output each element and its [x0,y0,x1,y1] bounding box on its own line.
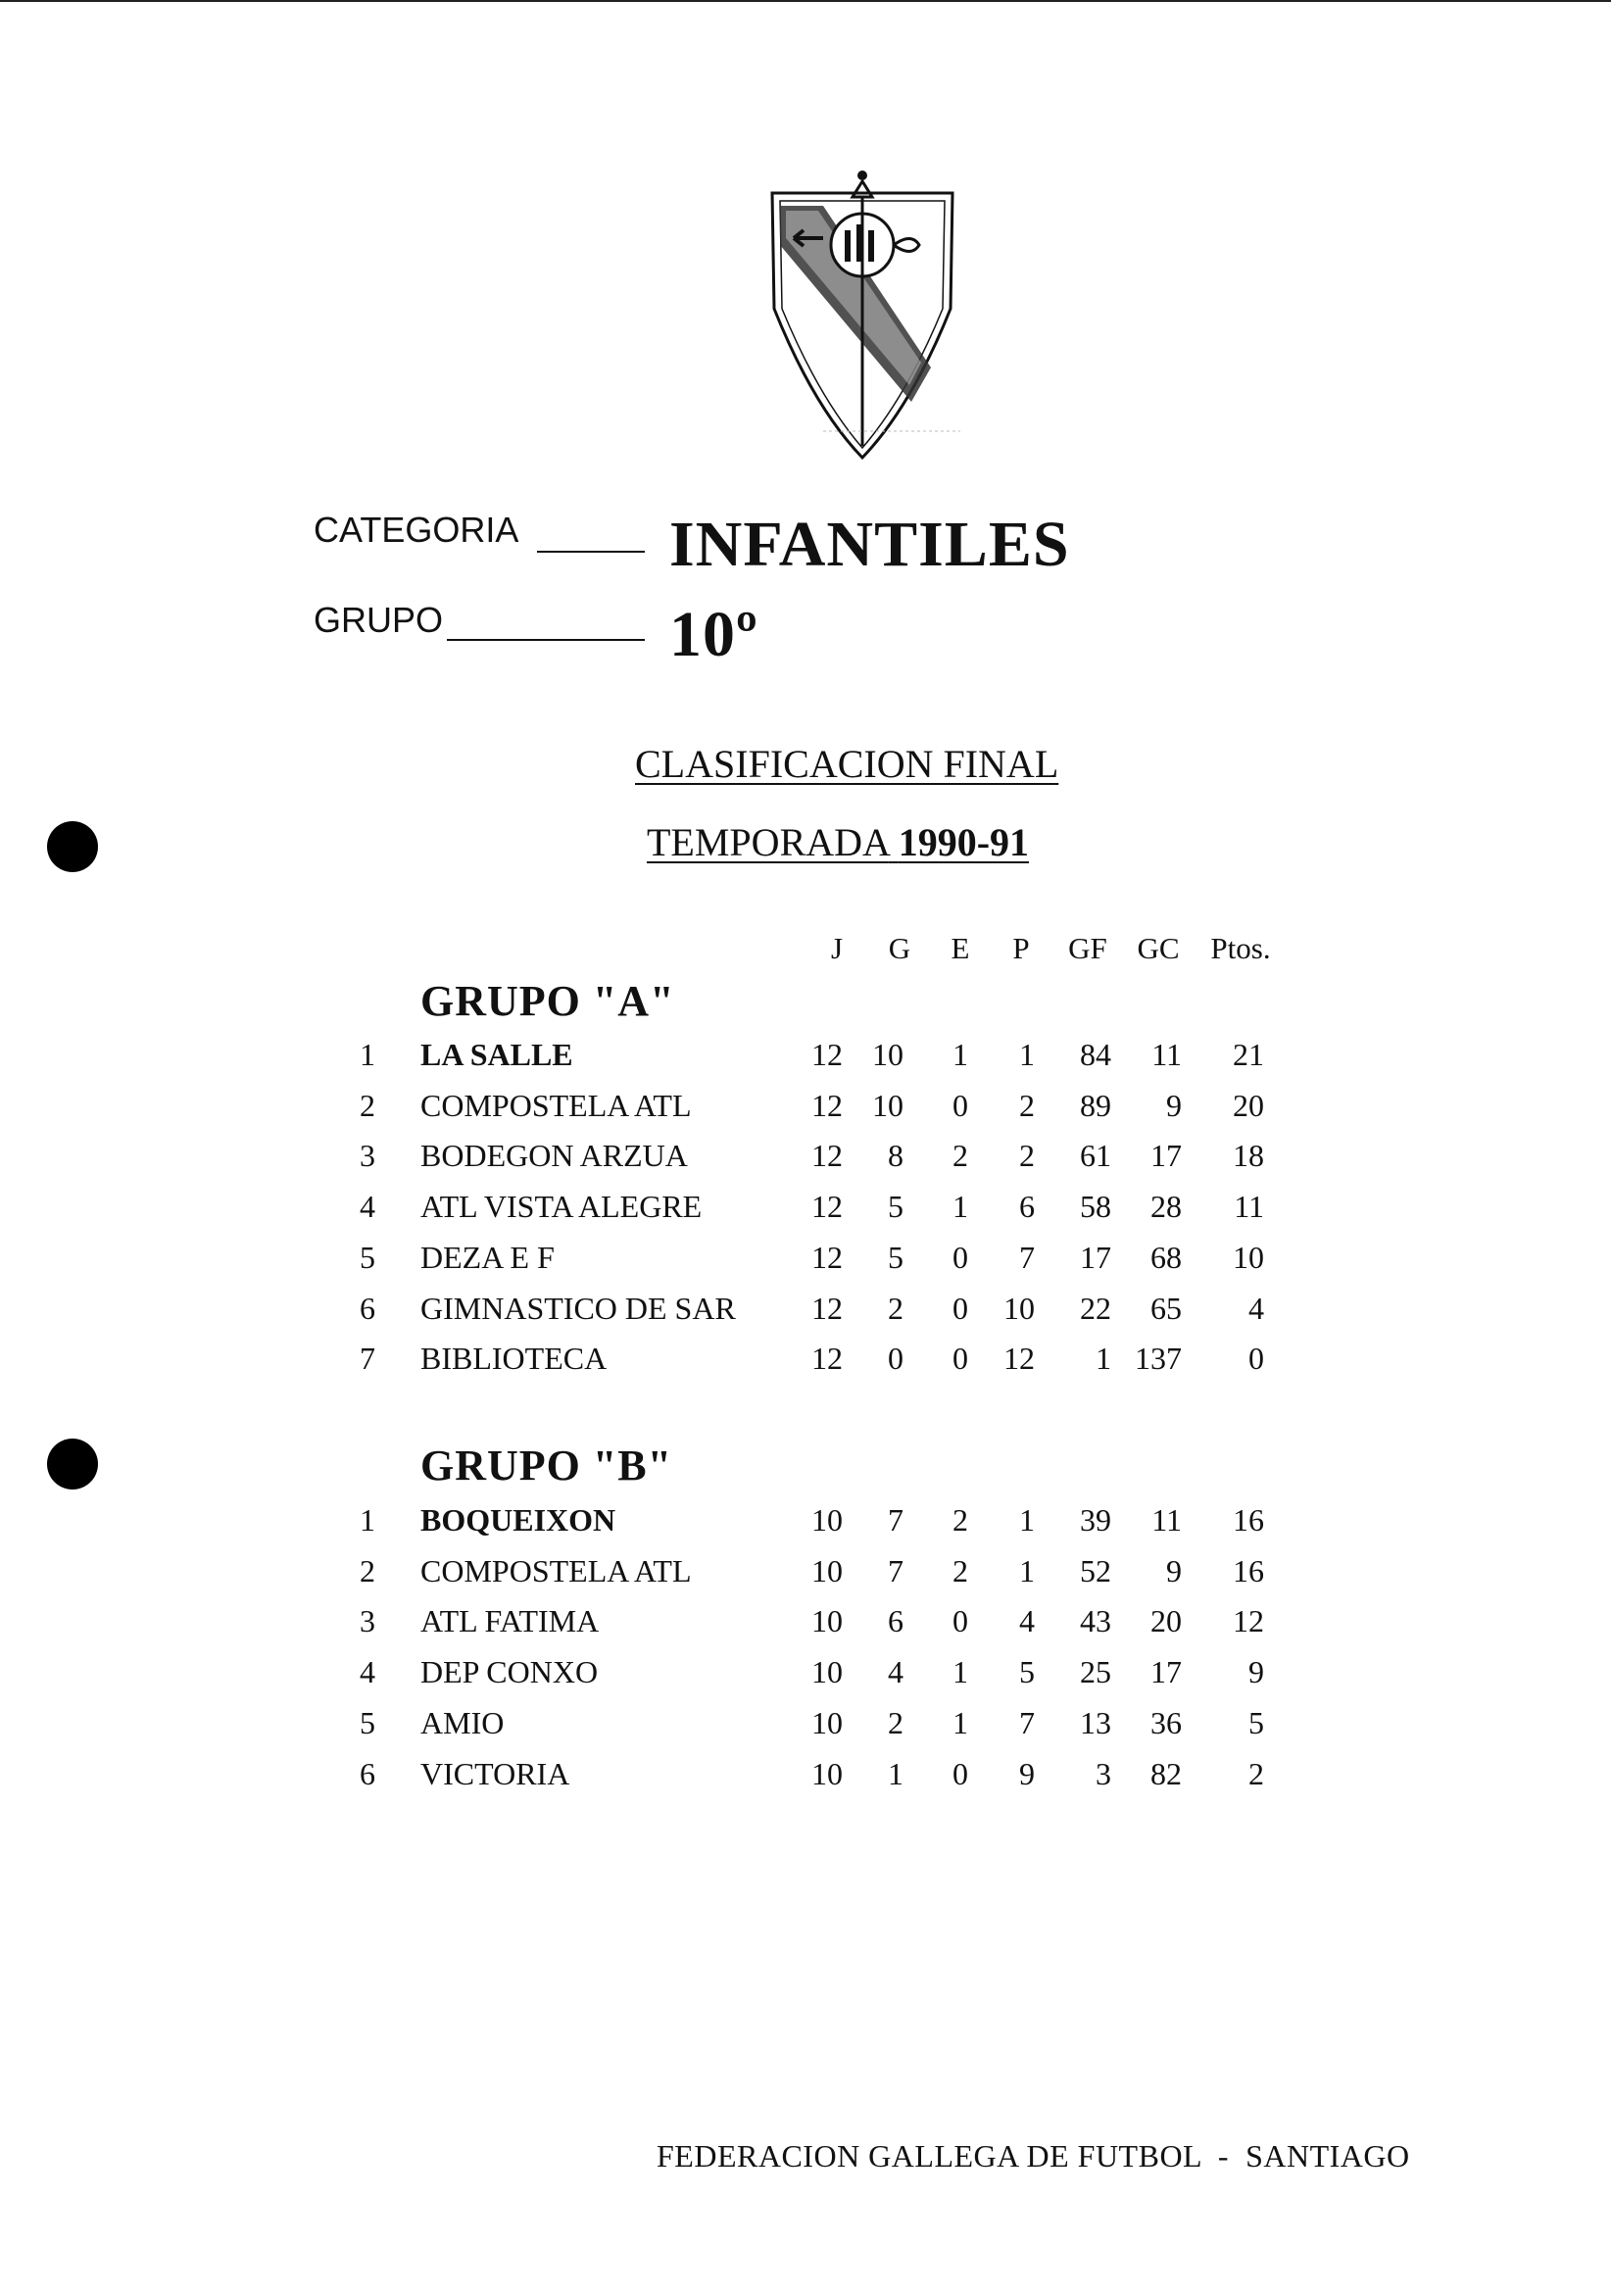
played-cell: 12 [811,1087,843,1123]
column-header-g: G [888,931,911,965]
team-name-cell: LA SALLE [420,1037,573,1072]
lost-cell: 5 [1019,1654,1035,1690]
group-label: GRUPO [314,600,444,640]
position-cell: 1 [360,1037,375,1072]
goals-against-cell: 65 [1150,1290,1182,1326]
lost-cell: 1 [1019,1552,1035,1588]
played-cell: 12 [811,1341,843,1377]
goals-for-cell: 3 [1096,1755,1111,1791]
lost-cell: 9 [1019,1755,1035,1791]
position-cell: 5 [360,1704,375,1740]
goals-for-cell: 52 [1080,1552,1111,1588]
group-value: 10º [669,599,758,670]
lost-cell: 12 [1003,1341,1035,1377]
lost-cell: 4 [1019,1603,1035,1639]
team-name-cell: DEP CONXO [420,1654,599,1690]
position-cell: 2 [360,1552,375,1588]
drawn-cell: 2 [952,1502,968,1538]
team-name-cell: BODEGON ARZUA [420,1138,688,1174]
category-value: INFANTILES [669,509,1070,580]
goals-for-cell: 25 [1080,1654,1111,1690]
table-row [0,1088,1611,1137]
lost-cell: 1 [1019,1502,1035,1538]
played-cell: 10 [811,1603,843,1639]
top-border-line [0,0,1611,2]
position-cell: 2 [360,1087,375,1123]
points-cell: 0 [1248,1341,1264,1377]
lost-cell: 10 [1003,1290,1035,1326]
drawn-cell: 2 [952,1138,968,1174]
table-row [0,1341,1611,1390]
played-cell: 12 [811,1189,843,1225]
group-underline [447,639,645,641]
points-cell: 2 [1248,1755,1264,1791]
position-cell: 6 [360,1290,375,1326]
table-row [0,1756,1611,1805]
goals-against-cell: 9 [1166,1087,1182,1123]
goals-against-cell: 28 [1150,1189,1182,1225]
table-row [0,1705,1611,1754]
column-header-gc: GC [1137,931,1180,965]
position-cell: 3 [360,1138,375,1174]
position-cell: 1 [360,1502,375,1538]
federation-crest-logo [764,162,960,465]
team-name-cell: ATL FATIMA [420,1603,600,1639]
binder-hole-bottom [47,1439,98,1490]
team-name-cell: ATL VISTA ALEGRE [420,1189,703,1225]
goals-against-cell: 137 [1135,1341,1182,1377]
played-cell: 10 [811,1755,843,1791]
goals-against-cell: 82 [1150,1755,1182,1791]
table-row [0,1654,1611,1703]
category-underline [537,551,645,553]
drawn-cell: 1 [952,1189,968,1225]
won-cell: 10 [872,1087,903,1123]
points-cell: 11 [1234,1189,1264,1225]
won-cell: 5 [888,1239,903,1275]
goals-for-cell: 89 [1080,1087,1111,1123]
points-cell: 4 [1248,1290,1264,1326]
points-cell: 16 [1233,1552,1264,1588]
classification-title: CLASIFICACION FINAL [635,742,1059,786]
table-row [0,1240,1611,1289]
goals-for-cell: 84 [1080,1037,1111,1072]
played-cell: 12 [811,1290,843,1326]
season-value: 1990-91 [898,820,1030,864]
drawn-cell: 0 [952,1755,968,1791]
group-a-title: GRUPO "A" [420,977,675,1025]
team-name-cell: BIBLIOTECA [420,1341,608,1377]
table-row [0,1189,1611,1238]
table-row [0,1603,1611,1652]
group-b-title: GRUPO "B" [420,1441,673,1490]
lost-cell: 2 [1019,1087,1035,1123]
played-cell: 10 [811,1704,843,1740]
lost-cell: 6 [1019,1189,1035,1225]
won-cell: 8 [888,1138,903,1174]
team-name-cell: GIMNASTICO DE SAR [420,1290,736,1326]
binder-hole-top [47,821,98,872]
points-cell: 5 [1248,1704,1264,1740]
position-cell: 3 [360,1603,375,1639]
goals-for-cell: 58 [1080,1189,1111,1225]
lost-cell: 7 [1019,1704,1035,1740]
drawn-cell: 0 [952,1087,968,1123]
drawn-cell: 0 [952,1290,968,1326]
team-name-cell: COMPOSTELA ATL [420,1552,692,1588]
position-cell: 4 [360,1654,375,1690]
played-cell: 12 [811,1239,843,1275]
season-line [647,819,1029,865]
table-row [0,1037,1611,1086]
drawn-cell: 1 [952,1654,968,1690]
won-cell: 7 [888,1502,903,1538]
played-cell: 10 [811,1552,843,1588]
team-name-cell: BOQUEIXON [420,1502,616,1538]
goals-against-cell: 36 [1150,1704,1182,1740]
goals-for-cell: 22 [1080,1290,1111,1326]
won-cell: 0 [888,1341,903,1377]
goals-for-cell: 13 [1080,1704,1111,1740]
points-cell: 10 [1233,1239,1264,1275]
season-label: TEMPORADA [647,820,889,864]
table-row [0,1502,1611,1551]
drawn-cell: 0 [952,1603,968,1639]
team-name-cell: VICTORIA [420,1755,570,1791]
table-row [0,1291,1611,1340]
played-cell: 12 [811,1138,843,1174]
played-cell: 10 [811,1654,843,1690]
won-cell: 4 [888,1654,903,1690]
won-cell: 7 [888,1552,903,1588]
played-cell: 10 [811,1502,843,1538]
goals-against-cell: 11 [1151,1502,1182,1538]
goals-against-cell: 17 [1150,1138,1182,1174]
position-cell: 5 [360,1239,375,1275]
category-label: CATEGORIA [314,510,519,550]
drawn-cell: 2 [952,1552,968,1588]
points-cell: 21 [1233,1037,1264,1072]
lost-cell: 1 [1019,1037,1035,1072]
goals-against-cell: 11 [1151,1037,1182,1072]
points-cell: 12 [1233,1603,1264,1639]
column-header-p: P [1012,931,1030,965]
drawn-cell: 0 [952,1239,968,1275]
goals-against-cell: 17 [1150,1654,1182,1690]
table-row [0,1553,1611,1602]
drawn-cell: 1 [952,1037,968,1072]
won-cell: 10 [872,1037,903,1072]
goals-for-cell: 39 [1080,1502,1111,1538]
lost-cell: 2 [1019,1138,1035,1174]
won-cell: 6 [888,1603,903,1639]
footer-text: FEDERACION GALLEGA DE FUTBOL - SANTIAGO [657,2138,1410,2174]
column-header-e: E [951,931,970,965]
points-cell: 9 [1248,1654,1264,1690]
won-cell: 2 [888,1704,903,1740]
lost-cell: 7 [1019,1239,1035,1275]
position-cell: 4 [360,1189,375,1225]
goals-for-cell: 1 [1096,1341,1111,1377]
won-cell: 5 [888,1189,903,1225]
team-name-cell: COMPOSTELA ATL [420,1087,692,1123]
won-cell: 1 [888,1755,903,1791]
team-name-cell: AMIO [420,1704,505,1740]
points-cell: 18 [1233,1138,1264,1174]
points-cell: 16 [1233,1502,1264,1538]
played-cell: 12 [811,1037,843,1072]
goals-against-cell: 9 [1166,1552,1182,1588]
position-cell: 7 [360,1341,375,1377]
table-row [0,1138,1611,1187]
goals-for-cell: 17 [1080,1239,1111,1275]
drawn-cell: 1 [952,1704,968,1740]
column-header-gf: GF [1068,931,1107,965]
column-header-j: J [830,931,844,965]
won-cell: 2 [888,1290,903,1326]
points-cell: 20 [1233,1087,1264,1123]
column-header-points: Ptos. [1210,931,1271,965]
goals-against-cell: 20 [1150,1603,1182,1639]
goals-against-cell: 68 [1150,1239,1182,1275]
position-cell: 6 [360,1755,375,1791]
drawn-cell: 0 [952,1341,968,1377]
team-name-cell: DEZA E F [420,1239,555,1275]
goals-for-cell: 43 [1080,1603,1111,1639]
goals-for-cell: 61 [1080,1138,1111,1174]
